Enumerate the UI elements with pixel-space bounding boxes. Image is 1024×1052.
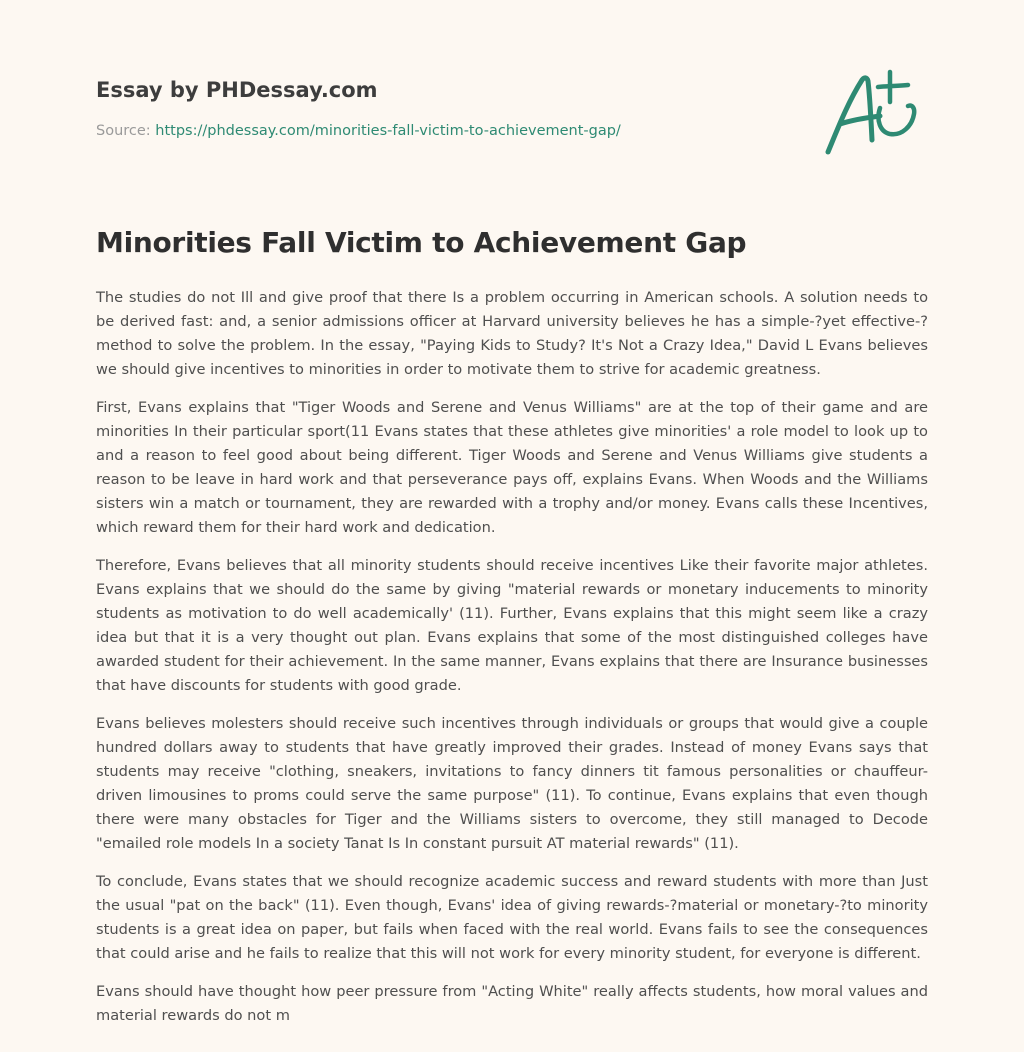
essay-paragraph: First, Evans explains that "Tiger Woods and Serene and Venus Williams" are at the top of their game and are minorities In their particular sport(11 Evans states that these athletes give minorities' a role model to look up to and a reason to feel good about being different. Tiger Woods and Serene and Venus Williams give students a reason to be leave in hard work and that perseverance pays off, explains Evans. When Woods and the Williams sisters win a match or tournament, they are rewarded with a trophy and/or money. Evans calls these Incentives, which reward them for their hard work and dedication. xyxy=(96,399,928,536)
essay-paragraph: Therefore, Evans believes that all minority students should receive incentives Like their favorite major athletes. Evans explains that we should do the same by giving "material rewards or monetary inducements to minority students as motivation to do well academically' (11). Further, Evans explains that this might seem like a crazy idea but that it is a very thought out plan. Evans explains that some of the most distinguished colleges have awarded student for their achievement. In the same manner, Evans explains that there are Insurance businesses that have discounts for students with good grade. xyxy=(96,557,928,694)
essay-title: Minorities Fall Victim to Achievement Gap xyxy=(96,226,747,259)
essay-paragraph: The studies do not Ill and give proof that there Is a problem occurring in American schools. A solution needs to be derived fast: and, a senior admissions officer at Harvard university believes he has a simple-?yet effective-?method to solve the problem. In the essay, "Paying Kids to Study? It's Not a Crazy Idea," David L Evans believes we should give incentives to minorities in order to motivate them to strive for academic greatness. xyxy=(96,289,928,378)
site-brand: Essay by PHDessay.com xyxy=(96,78,378,102)
essay-paragraph: To conclude, Evans states that we should recognize academic success and reward students with more than Just the usual "pat on the back" (11). Even though, Evans' idea of giving rewards-?material or monetary-?to minority students is a great idea on paper, but fails when faced with the real world. Evans fails to see the consequences that could arise and he fails to realize that this will not work for every minority student, for everyone is different. xyxy=(96,873,928,962)
essay-paragraph: Evans should have thought how peer pressure from "Acting White" really affects students, how moral values and material rewards do not m xyxy=(96,983,928,1024)
a-plus-grade-icon xyxy=(824,68,928,164)
source-label: Source: xyxy=(96,123,156,139)
source-link[interactable]: https://phdessay.com/minorities-fall-victim-to-achievement-gap/ xyxy=(155,123,621,139)
page-header xyxy=(96,76,928,186)
essay-paragraph: Evans believes molesters should receive such incentives through individuals or groups that would give a couple hundred dollars away to students that have greatly improved their grades. Instead of money Evans says that students may receive "clothing, sneakers, invitations to fancy dinners tit famous personalities or chauffeur-driven limousines to proms could serve the same purpose" (11). To continue, Evans explains that even though there were many obstacles for Tiger and the Williams sisters to overcome, they still managed to Decode "emailed role models In a society Tanat Is In constant pursuit AT material rewards" (11). xyxy=(96,715,928,852)
source-line xyxy=(96,123,621,139)
essay-page xyxy=(96,0,928,1052)
essay-body xyxy=(96,286,928,1042)
